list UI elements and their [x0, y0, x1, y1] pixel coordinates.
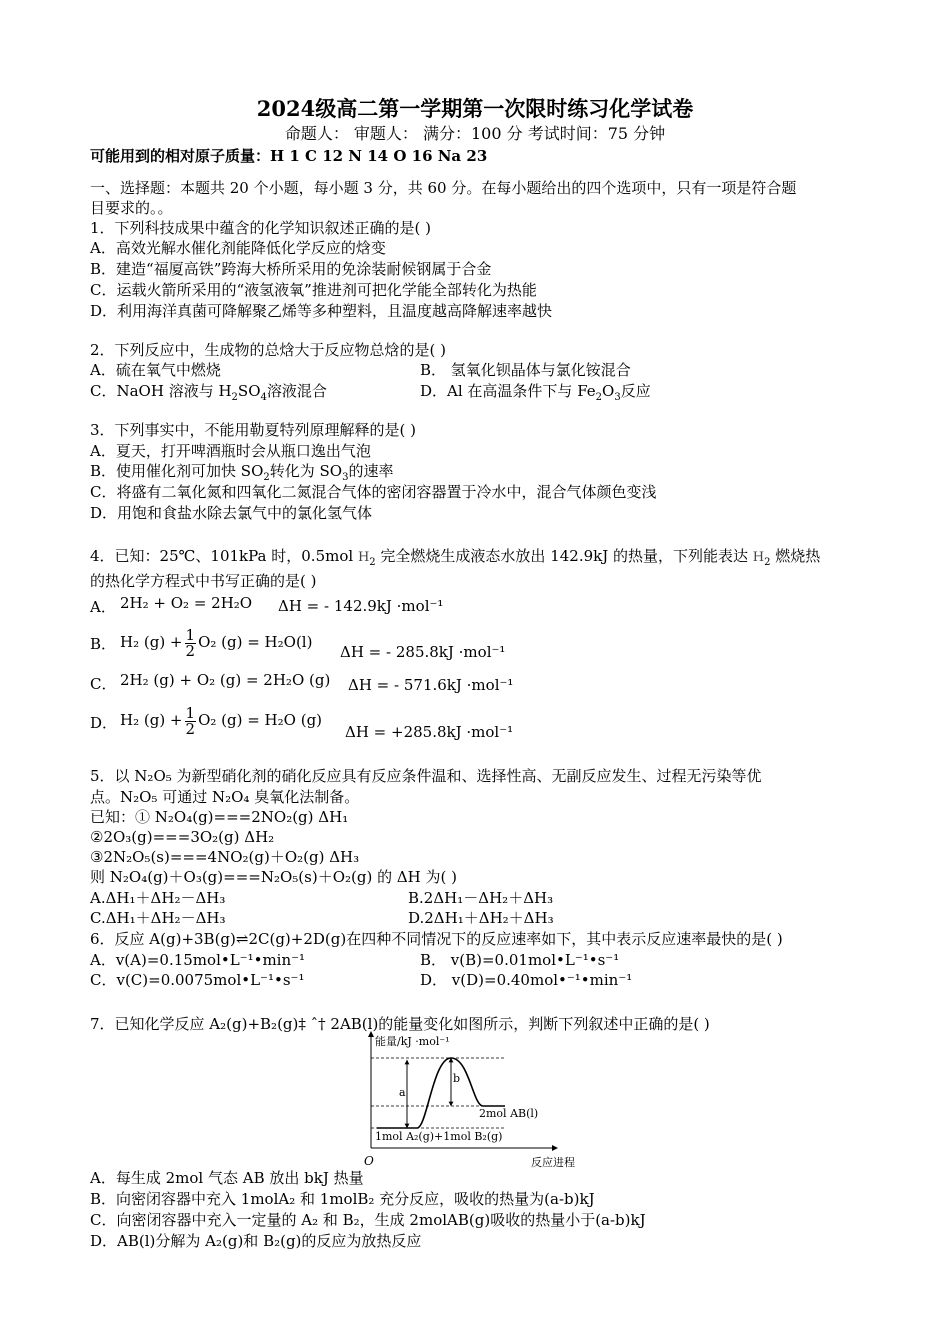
q1-stem: 1．下列科技成果中蕴含的化学知识叙述正确的是( ): [90, 219, 432, 237]
q3-option-d: D．用饱和食盐水除去氯气中的氯化氢气体: [90, 504, 373, 522]
section-intro: 一、选择题：本题共 20 个小题，每小题 3 分，共 60 分。在每小题给出的四个选项中，只有一项是符合题: [90, 179, 797, 197]
q4-option-a-label: A．: [90, 598, 116, 616]
q2-option-a: A．硫在氧气中燃烧: [90, 361, 221, 379]
q6-option-a: A．v(A)=0.15mol•L⁻¹•min⁻¹: [90, 951, 306, 969]
q7-option-c: C．向密闭容器中充入一定量的 A₂ 和 B₂，生成 2molAB(g)吸收的热量小于(a-b)kJ: [90, 1211, 646, 1229]
q7-option-b: B．向密闭容器中充入 1molA₂ 和 1molB₂ 充分反应，吸收的热量为(a-b)kJ: [90, 1190, 595, 1208]
q3-stem: 3．下列事实中，不能用勒夏特列原理解释的是( ): [90, 421, 417, 439]
q4-option-c-label: C．: [90, 675, 117, 693]
q4-option-c-equation: 2H₂ (g) + O₂ (g) = 2H₂O (g): [120, 671, 331, 689]
q7-stem: 7．已知化学反应 A₂(g)+B₂(g)‡ ˆ† 2AB(l)的能量变化如图所示，判断下列叙述中正确的是( ): [90, 1015, 710, 1033]
q4-option-c-enthalpy: ΔH = - 571.6kJ ·mol⁻¹: [348, 676, 514, 694]
q4-option-b-equation: H₂ (g) + $\frac{1}{2}$ O₂ (g) = H₂O(l): [120, 625, 313, 660]
fraction: $\frac{1}{2}$: [185, 703, 196, 738]
q4-option-d-equation: H₂ (g) + $\frac{1}{2}$ O₂ (g) = H₂O (g): [120, 703, 323, 738]
page-title: 2024级高二第一学期第一次限时练习化学试卷: [256, 96, 694, 121]
q4-stem: 4．已知：25℃、101kPa 时，0.5mol $H_2$ 完全燃烧生成液态水放出 142.9kJ 的热量，下列能表达 $H_2$ 燃烧热: [90, 547, 821, 568]
x-axis-label: 反应进程: [531, 1156, 575, 1169]
q2-option-b: B． 氢氧化钡晶体与氯化铵混合: [420, 361, 631, 379]
q4-option-d-label: D．: [90, 714, 118, 732]
q5-option-c: C.ΔH₁＋ΔH₂－ΔH₃: [90, 909, 226, 927]
q4-option-a-equation: 2H₂ + O₂ = 2H₂O: [120, 594, 253, 612]
y-axis-label: 能量/kJ ·mol⁻¹: [375, 1035, 450, 1048]
q5-option-b: B.2ΔH₁－ΔH₂＋ΔH₃: [408, 889, 554, 907]
atomic-masses: 可能用到的相对原子质量：H 1 C 12 N 14 O 16 Na 23: [90, 147, 488, 165]
q6-option-c: C．v(C)=0.0075mol•L⁻¹•s⁻¹: [90, 971, 305, 989]
q1-option-c: C．运载火箭所采用的“液氢液氧”推进剂可把化学能全部转化为热能: [90, 281, 537, 299]
q4-option-a-enthalpy: ΔH = - 142.9kJ ·mol⁻¹: [278, 597, 444, 615]
product-label: 2mol AB(l): [479, 1107, 539, 1120]
q3-option-c: C．将盛有二氧化氮和四氧化二氮混合气体的密闭容器置于冷水中，混合气体颜色变浅: [90, 483, 657, 501]
q2-option-d: D．Al 在高温条件下与 $Fe_2O_3$反应: [420, 382, 651, 403]
q7-option-d: D．AB(l)分解为 A₂(g)和 B₂(g)的反应为放热反应: [90, 1232, 422, 1250]
q1-option-b: B．建造“福厦高铁”跨海大桥所采用的免涂装耐候钢属于合金: [90, 260, 492, 278]
q7-option-a: A．每生成 2mol 气态 AB 放出 bkJ 热量: [90, 1169, 364, 1187]
q5-option-a: A.ΔH₁＋ΔH₂－ΔH₃: [90, 889, 226, 907]
q6-stem: 6．反应 A(g)+3B(g)⇌2C(g)+2D(g)在四种不同情况下的反应速率如下，其中表示反应速率最快的是( ): [90, 930, 783, 948]
q4-stem-cont: 的热化学方程式中书写正确的是( ): [90, 572, 317, 590]
q1-option-d: D．利用海洋真菌可降解聚乙烯等多种塑料，且温度越高降解速率越快: [90, 302, 553, 320]
q1-option-a: A．高效光解水催化剂能降低化学反应的焓变: [90, 239, 386, 257]
q5-option-d: D.2ΔH₁＋ΔH₂＋ΔH₃: [408, 909, 554, 927]
label-a: a: [399, 1086, 406, 1099]
q6-option-b: B． v(B)=0.01mol•L⁻¹•s⁻¹: [420, 951, 620, 969]
q3-option-b: B．使用催化剂可加快 $SO_2$转化为 $SO_3$的速率: [90, 462, 394, 483]
exam-info: 命题人： 审题人： 满分：100 分 考试时间：75 分钟: [284, 124, 666, 143]
q5-given-3: ③2N₂O₅(s)===4NO₂(g)＋O₂(g) ΔH₃: [90, 848, 360, 866]
reactant-label: 1mol A₂(g)+1mol B₂(g): [375, 1130, 503, 1143]
q5-stem: 5．以 N₂O₅ 为新型硝化剂的硝化反应具有反应条件温和、选择性高、无副反应发生、过程无污染等优: [90, 767, 762, 785]
q5-ask: 则 N₂O₄(g)＋O₃(g)===N₂O₅(s)＋O₂(g) 的 ΔH 为( ): [90, 868, 458, 886]
energy-diagram: [355, 1030, 595, 1175]
q6-option-d: D． v(D)=0.40mol•⁻¹•min⁻¹: [420, 971, 633, 989]
q5-given-1: 已知：① N₂O₄(g)===2NO₂(g) ΔH₁: [90, 808, 349, 826]
q4-option-d-enthalpy: ΔH = +285.8kJ ·mol⁻¹: [345, 723, 514, 741]
fraction: $\frac{1}{2}$: [185, 625, 196, 660]
origin-label: O: [364, 1154, 374, 1168]
section-intro-cont: 目要求的。。: [90, 199, 173, 217]
q5-given-2: ②2O₃(g)===3O₂(g) ΔH₂: [90, 828, 275, 846]
q2-option-c: C．NaOH 溶液与 $H_2SO_4$溶液混合: [90, 382, 327, 403]
label-b: b: [453, 1072, 461, 1085]
q4-option-b-label: B．: [90, 635, 117, 653]
q2-stem: 2．下列反应中，生成物的总焓大于反应物总焓的是( ): [90, 341, 447, 359]
q3-option-a: A．夏天，打开啤酒瓶时会从瓶口逸出气泡: [90, 442, 371, 460]
q5-stem-cont: 点。N₂O₅ 可通过 N₂O₄ 臭氧化法制备。: [90, 788, 360, 806]
q4-option-b-enthalpy: ΔH = - 285.8kJ ·mol⁻¹: [340, 643, 506, 661]
